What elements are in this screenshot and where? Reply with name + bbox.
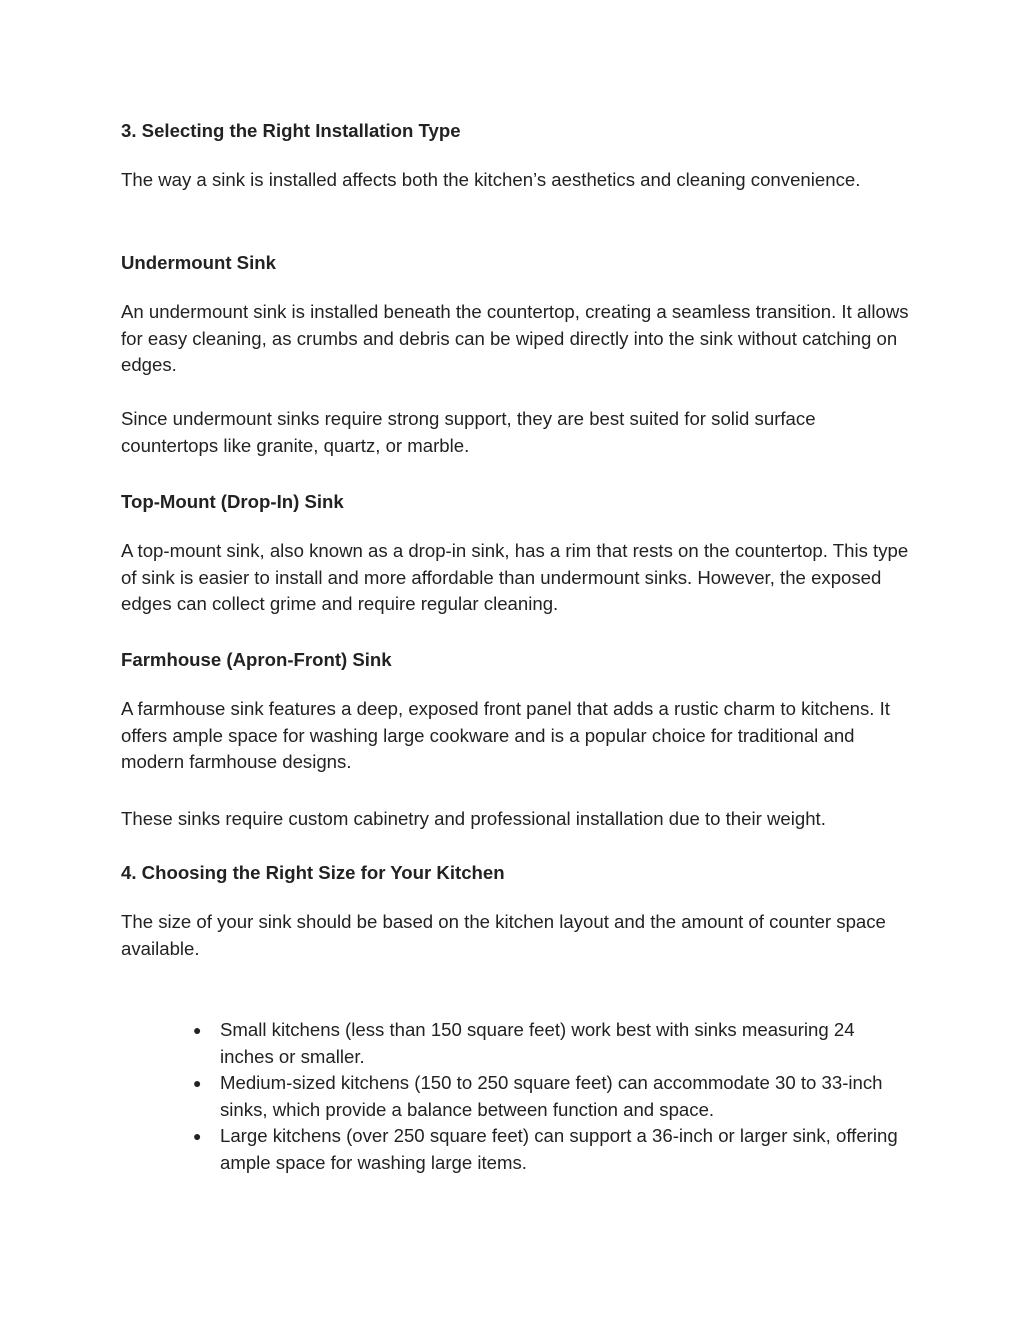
installation-intro-paragraph: The way a sink is installed affects both the kitchen’s aesthetics and cleaning convenience. bbox=[121, 169, 861, 190]
section-heading-installation: 3. Selecting the Right Installation Type bbox=[121, 120, 461, 141]
farmhouse-paragraph-2: These sinks require custom cabinetry and professional installation due to their weight. bbox=[121, 808, 826, 829]
bullet-icon: ● bbox=[193, 1075, 202, 1091]
size-intro-paragraph: The size of your sink should be based on the kitchen layout and the amount of counter space available. bbox=[121, 911, 886, 959]
bullet-icon: ● bbox=[193, 1022, 202, 1038]
list-item bbox=[189, 1070, 909, 1123]
topmount-heading: Top-Mount (Drop-In) Sink bbox=[121, 491, 344, 512]
undermount-heading: Undermount Sink bbox=[121, 252, 276, 273]
list-item-text: Large kitchens (over 250 square feet) can support a 36-inch or larger sink, offering ample space for washing large items. bbox=[220, 1125, 898, 1173]
section-heading-size: 4. Choosing the Right Size for Your Kitchen bbox=[121, 862, 505, 883]
topmount-paragraph: A top-mount sink, also known as a drop-in sink, has a rim that rests on the countertop. This type of sink is easier to install and more affordable than undermount sinks. However, the exposed edges can collect grime and require regular cleaning. bbox=[121, 540, 909, 614]
undermount-paragraph-1: An undermount sink is installed beneath the countertop, creating a seamless transition. It allows for easy cleaning, as crumbs and debris can be wiped directly into the sink without catching on edges. bbox=[121, 301, 909, 375]
list-item-text: Medium-sized kitchens (150 to 250 square feet) can accommodate 30 to 33-inch sinks, which provide a balance between function and space. bbox=[220, 1072, 883, 1120]
undermount-paragraph-2: Since undermount sinks require strong support, they are best suited for solid surface countertops like granite, quartz, or marble. bbox=[121, 408, 816, 456]
farmhouse-paragraph-1: A farmhouse sink features a deep, exposed front panel that adds a rustic charm to kitchens. It offers ample space for washing large cookware and is a popular choice for traditional and modern farmhouse designs. bbox=[121, 698, 890, 772]
list-item bbox=[189, 1017, 909, 1070]
bullet-icon: ● bbox=[193, 1128, 202, 1144]
list-item-text: Small kitchens (less than 150 square feet) work best with sinks measuring 24 inches or smaller. bbox=[220, 1019, 855, 1067]
farmhouse-heading: Farmhouse (Apron-Front) Sink bbox=[121, 649, 392, 670]
list-item bbox=[189, 1123, 909, 1176]
size-bullet-list bbox=[189, 1017, 909, 1176]
